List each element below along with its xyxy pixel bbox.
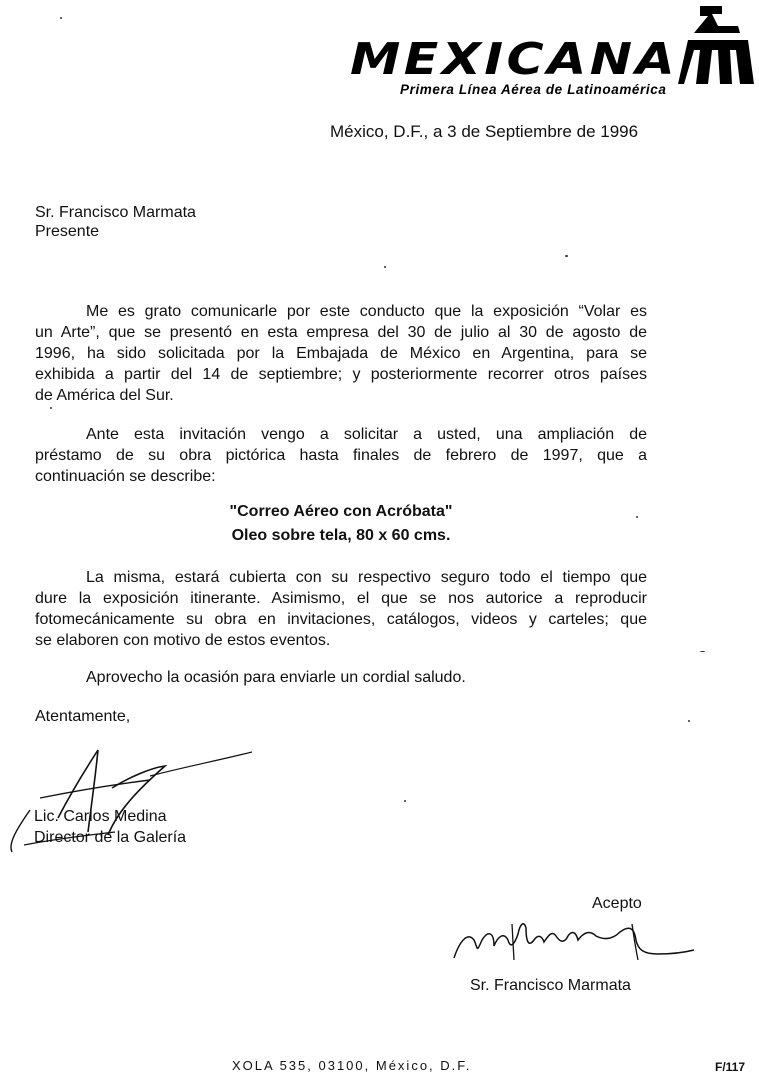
letterhead (350, 34, 730, 104)
body-paragraph-3 (35, 567, 647, 651)
scan-speck (50, 407, 52, 409)
scan-speck (565, 255, 568, 257)
closing: Atentamente, (35, 708, 131, 725)
signer-title: Director de la Galería (34, 829, 187, 846)
scan-speck (60, 17, 62, 19)
paragraph-line: continuación se describe: (35, 468, 216, 485)
acceptance-label: Acepto (592, 895, 642, 912)
brand-name: MEXICANA (350, 34, 679, 85)
paragraph-line: Ante esta invitación vengo a solicitar a usted, una ampliación de (86, 426, 647, 443)
body-paragraph-4: Aprovecho la ocasión para enviarle un cordial saludo. (86, 669, 466, 686)
paragraph-line: un Arte”, que se presentó en esta empresa del 30 de julio al 30 de agosto de (35, 324, 647, 341)
body-paragraph-1 (35, 301, 647, 406)
recipient-name: Sr. Francisco Marmata (35, 204, 196, 221)
paragraph-line: La misma, estará cubierta con su respectivo seguro todo el tiempo que (86, 569, 647, 586)
scan-speck (384, 266, 386, 268)
paragraph-line: préstamo de su obra pictórica hasta finales de febrero de 1997, que a (35, 447, 647, 464)
paragraph-line: se elaboren con motivo de estos eventos. (35, 632, 331, 649)
date-line: México, D.F., a 3 de Septiembre de 1996 (330, 122, 639, 141)
acceptance-name: Sr. Francisco Marmata (470, 977, 631, 994)
footer-address: XOLA 535, 03100, México, D.F. (232, 1058, 472, 1073)
paragraph-line: de América del Sur. (35, 387, 174, 404)
paragraph-line: exhibida a partir del 14 de septiembre; y posteriormente recorrer otros países (35, 366, 647, 383)
paragraph-line: fotomecánicamente su obra en invitaciones, catálogos, videos y carteles; que (35, 611, 647, 628)
scan-speck (404, 800, 406, 802)
mexicana-logo-icon (678, 6, 754, 84)
recipient-salutation: Presente (35, 223, 100, 240)
artwork-details: Oleo sobre tela, 80 x 60 cms. (231, 527, 451, 544)
paragraph-line: Me es grato comunicarle por este conducto que la exposición “Volar es (86, 303, 647, 320)
footer-code: F/117 (715, 1060, 746, 1074)
brand-tagline: Primera Línea Aérea de Latinoamérica (400, 82, 667, 97)
recipient-signature-icon (448, 910, 698, 970)
scan-speck (688, 720, 690, 722)
signer-name: Lic. Carlos Medina (34, 808, 167, 825)
paragraph-line: 1996, ha sido solicitada por la Embajada de México en Argentina, para se (35, 345, 647, 362)
artwork-title: "Correo Aéreo con Acróbata" (229, 503, 453, 520)
scan-speck (700, 651, 705, 652)
scan-speck (636, 516, 638, 518)
body-paragraph-2 (35, 424, 647, 487)
paragraph-line: dure la exposición itinerante. Asimismo, el que se nos autorice a reproducir (35, 590, 647, 607)
